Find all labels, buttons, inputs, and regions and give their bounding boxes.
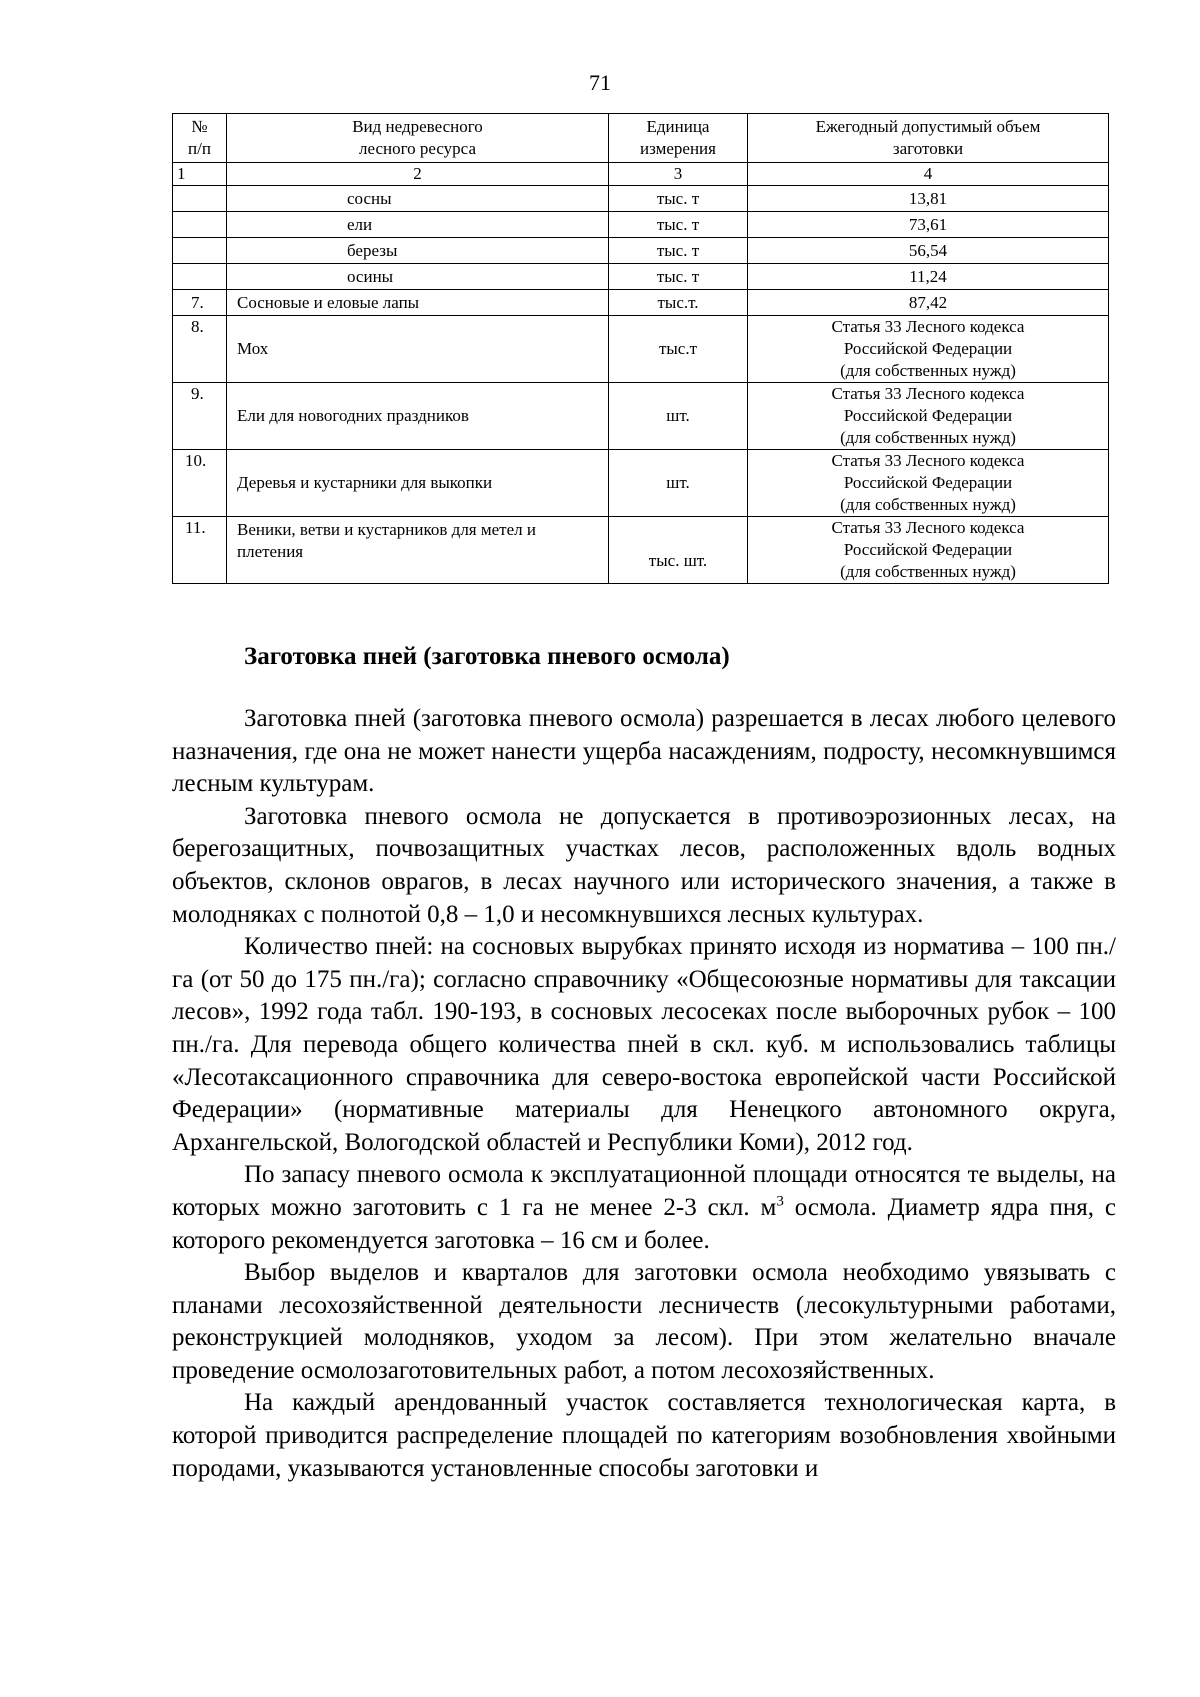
- row-unit: тыс. т: [609, 186, 748, 212]
- row-volume: Статья 33 Лесного кодекса Российской Федерации (для собственных нужд): [748, 450, 1109, 517]
- paragraph: Количество пней: на сосновых вырубках принято исходя из норматива – 100 пн./га (от 50 до 175 пн./га); согласно справочнику «Общесоюзные нормативы для таксации лесов», 1992 года табл. 190-193, в сосновых лесосеках после выборочных рубок – 100 пн./га. Для перевода общего количества пней в скл. куб. м использовались таблицы «Лесотаксационного справочника для северо-востока европейской части Российской Федерации» (нормативные материалы для Ненецкого автономного округа, Архангельской, Вологодской областей и Республики Коми), 2012 год.: [172, 933, 1116, 1156]
- row-volume: Статья 33 Лесного кодекса Российской Федерации (для собственных нужд): [748, 383, 1109, 450]
- row-volume: 73,61: [748, 212, 1109, 238]
- row-volume: Статья 33 Лесного кодекса Российской Федерации (для собственных нужд): [748, 316, 1109, 383]
- table-row: [173, 238, 1109, 264]
- row-num: [173, 238, 227, 264]
- superscript: 3: [776, 1193, 784, 1210]
- row-num: [173, 212, 227, 238]
- row-unit: тыс. т: [609, 238, 748, 264]
- page-number: 71: [589, 70, 611, 95]
- table-row: [173, 450, 1109, 517]
- header-num: № п/п: [173, 114, 227, 163]
- row-name: Мох: [227, 316, 609, 383]
- row-name: осины: [227, 264, 609, 290]
- row-name: березы: [227, 238, 609, 264]
- resources-table: [172, 113, 1109, 584]
- table-column-numbers-row: [173, 163, 1109, 186]
- row-volume: Статья 33 Лесного кодекса Российской Федерации (для собственных нужд): [748, 517, 1109, 584]
- column-number-2: 2: [227, 163, 609, 186]
- table-row: [173, 212, 1109, 238]
- table-header-row: [173, 114, 1109, 163]
- row-num: [173, 186, 227, 212]
- row-num: 10.: [173, 450, 227, 517]
- column-number-3: 3: [609, 163, 748, 186]
- table-row: [173, 290, 1109, 316]
- row-name: ели: [227, 212, 609, 238]
- row-num: 7.: [173, 290, 227, 316]
- table-row: [173, 186, 1109, 212]
- row-volume: 87,42: [748, 290, 1109, 316]
- header-volume: Ежегодный допустимый объем заготовки: [748, 114, 1109, 163]
- row-name: Сосновые и еловые лапы: [227, 290, 609, 316]
- row-num: 9.: [173, 383, 227, 450]
- row-volume: 13,81: [748, 186, 1109, 212]
- row-unit: тыс.т.: [609, 290, 748, 316]
- header-name: Вид недревесного лесного ресурса: [227, 114, 609, 163]
- row-unit: тыс.т: [609, 316, 748, 383]
- row-name: Деревья и кустарники для выкопки: [227, 450, 609, 517]
- header-unit: Единица измерения: [609, 114, 748, 163]
- body-text: [172, 703, 1116, 1485]
- paragraph: Выбор выделов и кварталов для заготовки осмола необходимо увязывать с планами лесохозяйственной деятельности лесничеств (лесокультурными работами, реконструкцией молодняков, уходом за лесом). При этом желательно вначале проведение осмолозаготовительных работ, а потом лесохозяйственных.: [172, 1259, 1116, 1384]
- column-number-1: 1: [173, 163, 227, 186]
- table-row: [173, 316, 1109, 383]
- row-volume: 56,54: [748, 238, 1109, 264]
- row-unit: тыс. т: [609, 264, 748, 290]
- paragraph: По запасу пневого осмола к эксплуатационной площади относятся те выделы, на которых можно заготовить с 1 га не менее 2-3 скл. $м^3$ осмола. Диаметр ядра пня, с которого рекомендуется заготовка – 16 см и более.: [172, 1161, 1116, 1254]
- table-row: [173, 383, 1109, 450]
- row-unit: тыс. т: [609, 212, 748, 238]
- row-name: Веники, ветви и кустарников для метел и плетения: [227, 517, 609, 584]
- paragraph: На каждый арендованный участок составляется технологическая карта, в которой приводится распределение площадей по категориям возобновления хвойными породами, указываются установленные способы заготовки и: [172, 1389, 1116, 1482]
- table-row: [173, 264, 1109, 290]
- column-number-4: 4: [748, 163, 1109, 186]
- row-num: 8.: [173, 316, 227, 383]
- paragraph: Заготовка пней (заготовка пневого осмола) разрешается в лесах любого целевого назначения, где она не может нанести ущерба насаждениям, подросту, несомкнувшимся лесным культурам.: [172, 705, 1116, 798]
- paragraph: Заготовка пневого осмола не допускается в противоэрозионных лесах, на берегозащитных, почвозащитных участках лесов, расположенных вдоль водных объектов, склонов оврагов, в лесах научного или исторического значения, а также в молодняках с полнотой 0,8 – 1,0 и несомкнувшихся лесных культурах.: [172, 802, 1116, 928]
- row-name: Ели для новогодних праздников: [227, 383, 609, 450]
- row-unit: тыс. шт.: [609, 517, 748, 584]
- section-title: Заготовка пней (заготовка пневого осмола): [244, 643, 730, 670]
- row-num: [173, 264, 227, 290]
- row-unit: шт.: [609, 383, 748, 450]
- row-unit: шт.: [609, 450, 748, 517]
- row-num: 11.: [173, 517, 227, 584]
- row-name: сосны: [227, 186, 609, 212]
- table-row: [173, 517, 1109, 584]
- row-volume: 11,24: [748, 264, 1109, 290]
